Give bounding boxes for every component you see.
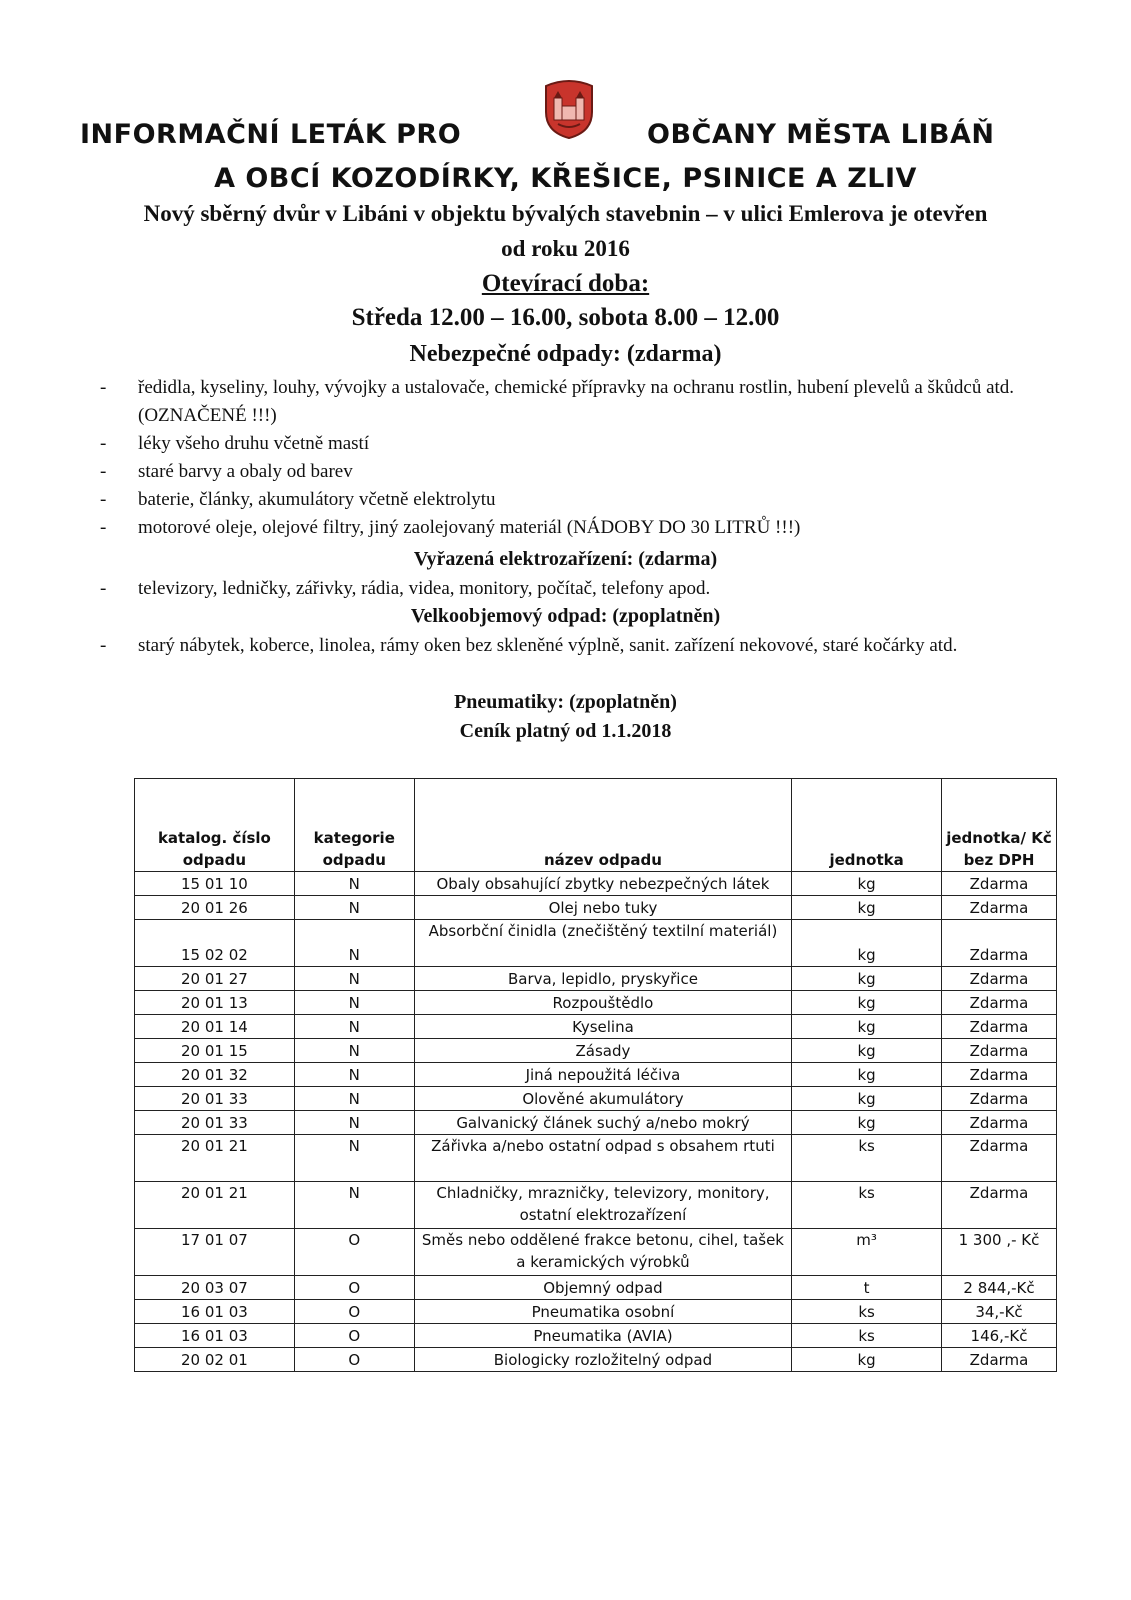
town-crest-icon [540,78,598,140]
header-name: název odpadu [414,779,791,872]
tyres-heading: Pneumatiky: (zpoplatněn) [454,691,677,713]
table-row: 20 01 33 N Olověné akumulátory kg Zdarma [135,1087,1057,1111]
subtitle-line1: Nový sběrný dvůr v Libáni v objektu bývalých stavebnin – v ulici Emlerova je otevřen [143,201,988,226]
table-row: 16 01 03 O Pneumatika osobní ks 34,-Kč [135,1300,1057,1324]
header-category: kategorie odpadu [294,779,414,872]
title-line1-right: OBČANY MĚSTA LIBÁŇ [647,119,995,150]
bulky-heading: Velkoobjemový odpad: (zpoplatněn) [410,605,721,627]
list-item: - ředidla, kyseliny, louhy, vývojky a ustalovače, chemické přípravky na ochranu rostlin, hubení plevelů a škůdců atd. (OZNAČENÉ !!!) [100,377,1015,426]
opening-hours: Středa 12.00 – 16.00, sobota 8.00 – 12.00 [351,304,780,331]
header-catalog-number: katalog. číslo odpadu [135,779,295,872]
table-row: 20 01 15 N Zásady kg Zdarma [135,1039,1057,1063]
table-row: 20 01 14 N Kyselina kg Zdarma [135,1015,1057,1039]
list-item: - léky všeho druhu včetně mastí [100,433,370,454]
header-price: jednotka/ Kč bez DPH [942,779,1057,872]
subtitle-line2: od roku 2016 [501,236,630,261]
table-row: 20 01 32 N Jiná nepoužitá léčiva kg Zdarma [135,1063,1057,1087]
hazardous-list [100,374,1060,542]
list-item: - staré barvy a obaly od barev [100,461,353,482]
title-line1-left: INFORMAČNÍ LETÁK PRO [80,119,462,150]
bulky-list [100,632,1060,660]
list-item: - starý nábytek, koberce, linolea, rámy oken bez skleněné výplně, sanit. zařízení nekovové, staré kočárky atd. [100,635,958,656]
table-row: 20 01 21 N Chladničky, mrazničky, televizory, monitory, ostatní elektrozařízení ks Zdarma [135,1182,1057,1229]
electro-list [100,575,1060,603]
price-list-heading: Ceník platný od 1.1.2018 [459,720,672,742]
table-row: 16 01 03 O Pneumatika (AVIA) ks 146,-Kč [135,1324,1057,1348]
table-row: 15 02 02 N Absorbční činidla (znečištěný textilní materiál) kg Zdarma [135,920,1057,967]
list-item: - motorové oleje, olejové filtry, jiný zaolejovaný materiál (NÁDOBY DO 30 LITRŮ !!!) [100,517,801,538]
table-header-row [135,779,1057,872]
hazardous-heading: Nebezpečné odpady: (zdarma) [409,341,722,367]
electro-heading: Vyřazená elektrozařízení: (zdarma) [413,548,718,570]
table-row: 20 02 01 O Biologicky rozložitelný odpad kg Zdarma [135,1348,1057,1372]
table-row: 17 01 07 O Směs nebo oddělené frakce betonu, cihel, tašek a keramických výrobků m³ 1 300 ,- Kč [135,1229,1057,1276]
title-line2: A OBCÍ KOZODÍRKY, KŘEŠICE, PSINICE A ZLIV [214,163,917,194]
price-table [134,778,1057,1372]
list-item: - televizory, ledničky, zářivky, rádia, videa, monitory, počítač, telefony apod. [100,578,711,599]
table-row: 20 01 21 N Zářivka a/nebo ostatní odpad s obsahem rtuti ks Zdarma [135,1135,1057,1182]
table-row: 20 01 13 N Rozpouštědlo kg Zdarma [135,991,1057,1015]
table-row: 20 03 07 O Objemný odpad t 2 844,-Kč [135,1276,1057,1300]
header-unit: jednotka [792,779,942,872]
table-row: 20 01 27 N Barva, lepidlo, pryskyřice kg Zdarma [135,967,1057,991]
table-row: 20 01 26 N Olej nebo tuky kg Zdarma [135,896,1057,920]
table-row: 20 01 33 N Galvanický článek suchý a/nebo mokrý kg Zdarma [135,1111,1057,1135]
opening-hours-title: Otevírací doba: [481,270,650,297]
list-item: - baterie, články, akumulátory včetně elektrolytu [100,489,496,510]
table-row: 15 01 10 N Obaly obsahující zbytky nebezpečných látek kg Zdarma [135,872,1057,896]
